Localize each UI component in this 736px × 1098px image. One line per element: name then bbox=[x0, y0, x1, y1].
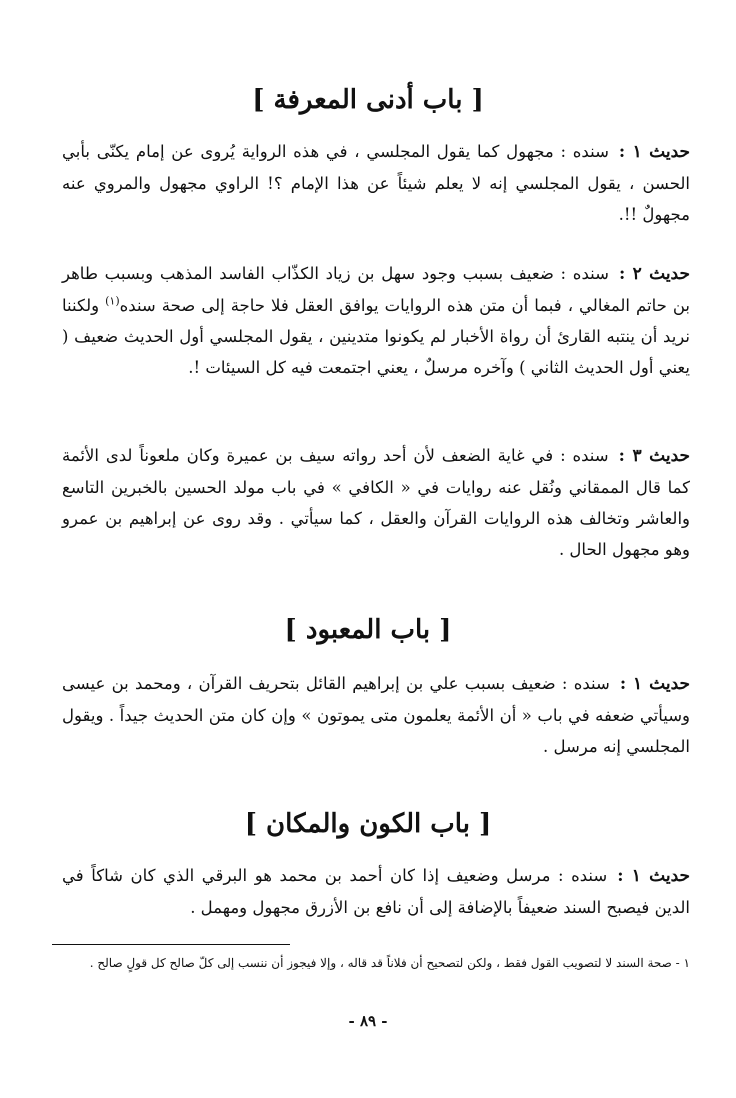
chapter-title-being-and-place: [ باب الكون والمكان ] bbox=[244, 809, 492, 839]
footnote: ١ - صحة السند لا لتصويب القول فقط ، ولكن لتصحيح أن فلاناً قد قاله ، وإلا فيجوز أن ننسب إلى كلّ صالح كل قولٍ صالح . bbox=[89, 956, 690, 970]
page-number: - ٨٩ - bbox=[348, 1012, 388, 1030]
hadith-3-lowest-knowledge bbox=[62, 440, 690, 565]
hadith-label: حديث ١ : bbox=[617, 866, 690, 886]
hadith-label: حديث ١ : bbox=[618, 142, 690, 162]
hadith-1-worshipped bbox=[62, 668, 690, 762]
hadith-text: سنده : ضعيف بسبب علي بن إبراهيم القائل بتحريف القرآن ، ومحمد بن عيسى وسيأتي ضعفه في باب « أن الأئمة يعلمون متى يموتون » وإن كان متن الحديث جيداً . ويقول المجلسي إنه مرسل . bbox=[62, 674, 690, 756]
footnote-marker: (١) bbox=[105, 294, 120, 308]
footnote-divider bbox=[52, 944, 290, 945]
hadith-1-lowest-knowledge bbox=[62, 136, 690, 230]
hadith-1-being-and-place bbox=[62, 860, 690, 923]
hadith-label: حديث ٢ : bbox=[618, 264, 690, 284]
chapter-title-lowest-knowledge: [ باب أدنى المعرفة ] bbox=[252, 85, 484, 115]
hadith-text: سنده : مرسل وضعيف إذا كان أحمد بن محمد هو البرقي الذي كان شاكاً في الدين فيصبح السند ضعيفاً بالإضافة إلى أن نافع بن الأزرق مجهول ومهمل . bbox=[62, 866, 690, 917]
hadith-text-continued: ولكننا نريد أن ينتبه القارئ أن رواة الأخبار لم يكونوا متدينين ، يقول المجلسي أول الحديث ضعيف ( يعني أول الحديث الثاني ) وآخره مرسلٌ ، يعني اجتمعت فيه كل السيئات !. bbox=[62, 296, 690, 377]
hadith-text: سنده : ضعيف بسبب وجود سهل بن زياد الكذّاب الفاسد المذهب وبسبب طاهر بن حاتم المغالي ، فبما أن متن هذه الروايات يوافق العقل فلا حاجة إلى صحة سنده bbox=[62, 264, 690, 315]
hadith-text: سنده : في غاية الضعف لأن أحد رواته سيف بن عميرة وكان ملعوناً لدى الأئمة كما قال الممقاني ونُقل عنه روايات في « الكافي » في باب مولد الحسين بالخبرين التاسع والعاشر وتخالف هذه الروايات القرآن والعقل ، كما سيأتي . وقد روى عن إبراهيم بن عمرو وهو مجهول الحال . bbox=[62, 446, 690, 559]
hadith-label: حديث ٣ : bbox=[618, 446, 690, 466]
hadith-text: سنده : مجهول كما يقول المجلسي ، في هذه الرواية يُروى عن إمام يكنّى بأبي الحسن ، يقول المجلسي إنه لا يعلم شيئاً عن هذا الإمام ؟! الراوي مجهول والمروي عنه مجهولٌ !!. bbox=[62, 142, 690, 224]
hadith-2-lowest-knowledge bbox=[62, 258, 690, 383]
hadith-label: حديث ١ : bbox=[619, 674, 690, 694]
chapter-title-worshipped: [ باب المعبود ] bbox=[284, 615, 452, 645]
